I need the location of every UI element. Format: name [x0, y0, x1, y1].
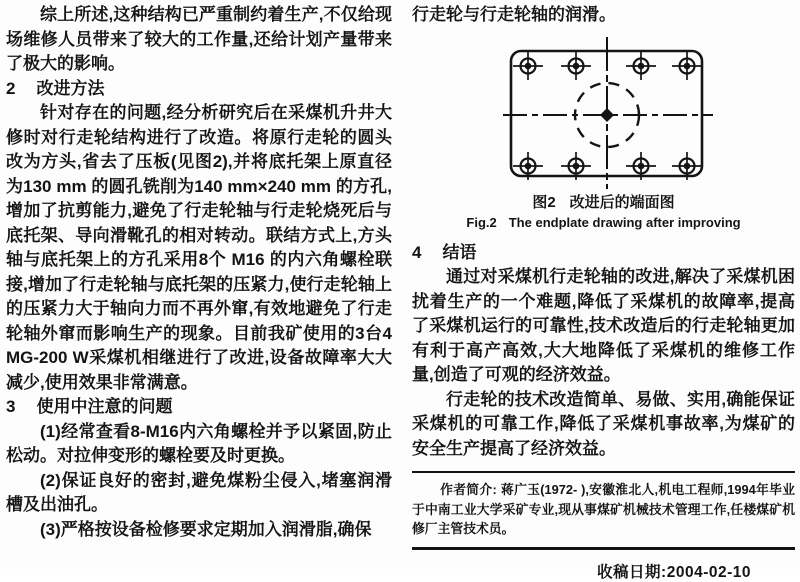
right-column — [412, 3, 795, 582]
left-column — [6, 3, 392, 542]
paragraph-note-3: (3)严格按设备检修要求定期加入润滑脂,确保 — [40, 519, 372, 539]
paragraph-conclusion-2: 行走轮的技术改造简单、易做、实用,确能保证采煤机的可靠工作,降低了采煤机事故率,为煤矿的安全生产提高了经济效益。 — [412, 389, 795, 458]
paragraph-summary: 综上所述,这种结构已严重制约着生产,不仅给现场维修人员带来了较大的工作量,还给计划产量带来了极大的影响。 — [6, 5, 392, 73]
figure-2 — [412, 31, 795, 232]
figure-number-zh: 图2 — [532, 193, 556, 211]
section-number: 3 — [6, 397, 16, 416]
figure-title-en: The endplate drawing after improving — [508, 214, 741, 230]
section-heading-conclusion — [412, 241, 795, 266]
figure-title-zh: 改进后的端面图 — [569, 193, 675, 211]
section-heading-usage-notes — [6, 395, 392, 420]
paragraph-improvement-method: 针对存在的问题,经分析研究后在采煤机升井大修时对行走轮结构进行了改造。将原行走轮的圆头改为方头,省去了压板(见图2),并将底托架上原直径为130 mm 的圆孔铣削为140 mm×240 mm 的方孔,增加了抗剪能力,避免了行走轮轴与行走轮烧死后与底托架、导向滑靴孔的相对转动。联结方式上,方头轴与底托架上的方孔采用8个 M16 的内六角螺栓联接,增加了行走轮轴与底托架的压紧力,使行走轮轴上的压紧力大于轴向力而不再外窜,有效地避免了行走轮轴外窜而影响生产的现象。目前我矿使用的3台4MG-200 W采煤机相继进行了改进,设备故障率大大减少,使用效果非常满意。 — [6, 103, 392, 392]
endplate-drawing — [412, 31, 795, 191]
figure-number-en: Fig.2 — [466, 214, 497, 230]
received-date: 收稿日期:2004-02-10 — [597, 563, 751, 581]
section-title: 使用中注意的问题 — [36, 397, 173, 416]
paragraph-continuation: 行走轮与行走轮轴的润滑。 — [412, 5, 616, 24]
author-bio — [412, 471, 795, 547]
section-heading-improvement — [6, 77, 392, 102]
author-bio-body: 蒋广玉(1972- ),安徽淮北人,机电工程师,1994年毕业于中南工业大学采矿专业,现从事煤矿机械技术管理工作,任楼煤矿机修厂主管技术员。 — [412, 482, 795, 536]
paragraph-conclusion-1: 通过对采煤机行走轮轴的改进,解决了采煤机困扰着生产的一个难题,降低了采煤机的故障率,提高了采煤机运行的可靠性,技术改造后的行走轮轴更加有利于高产高效,大大地降低了采煤机的维修工作量,创造了可观的经济效益。 — [412, 267, 795, 384]
figure-caption-zh — [412, 193, 795, 213]
section-title: 改进方法 — [36, 78, 105, 98]
section-number: 4 — [412, 242, 422, 262]
author-bio-label: 作者简介: — [440, 482, 497, 497]
paragraph-note-2: (2)保证良好的密封,避免煤粉尘侵入,堵塞润滑槽及出油孔。 — [6, 470, 392, 514]
section-number: 2 — [6, 78, 16, 98]
paragraph-note-1: (1)经常查看8-M16内六角螺栓并予以紧固,防止松动。对拉伸变形的螺栓要及时更换。 — [6, 421, 392, 465]
divider-rule — [412, 547, 795, 550]
author-bio-text — [412, 480, 795, 539]
figure-caption-en — [412, 213, 795, 232]
section-title: 结语 — [442, 242, 477, 262]
